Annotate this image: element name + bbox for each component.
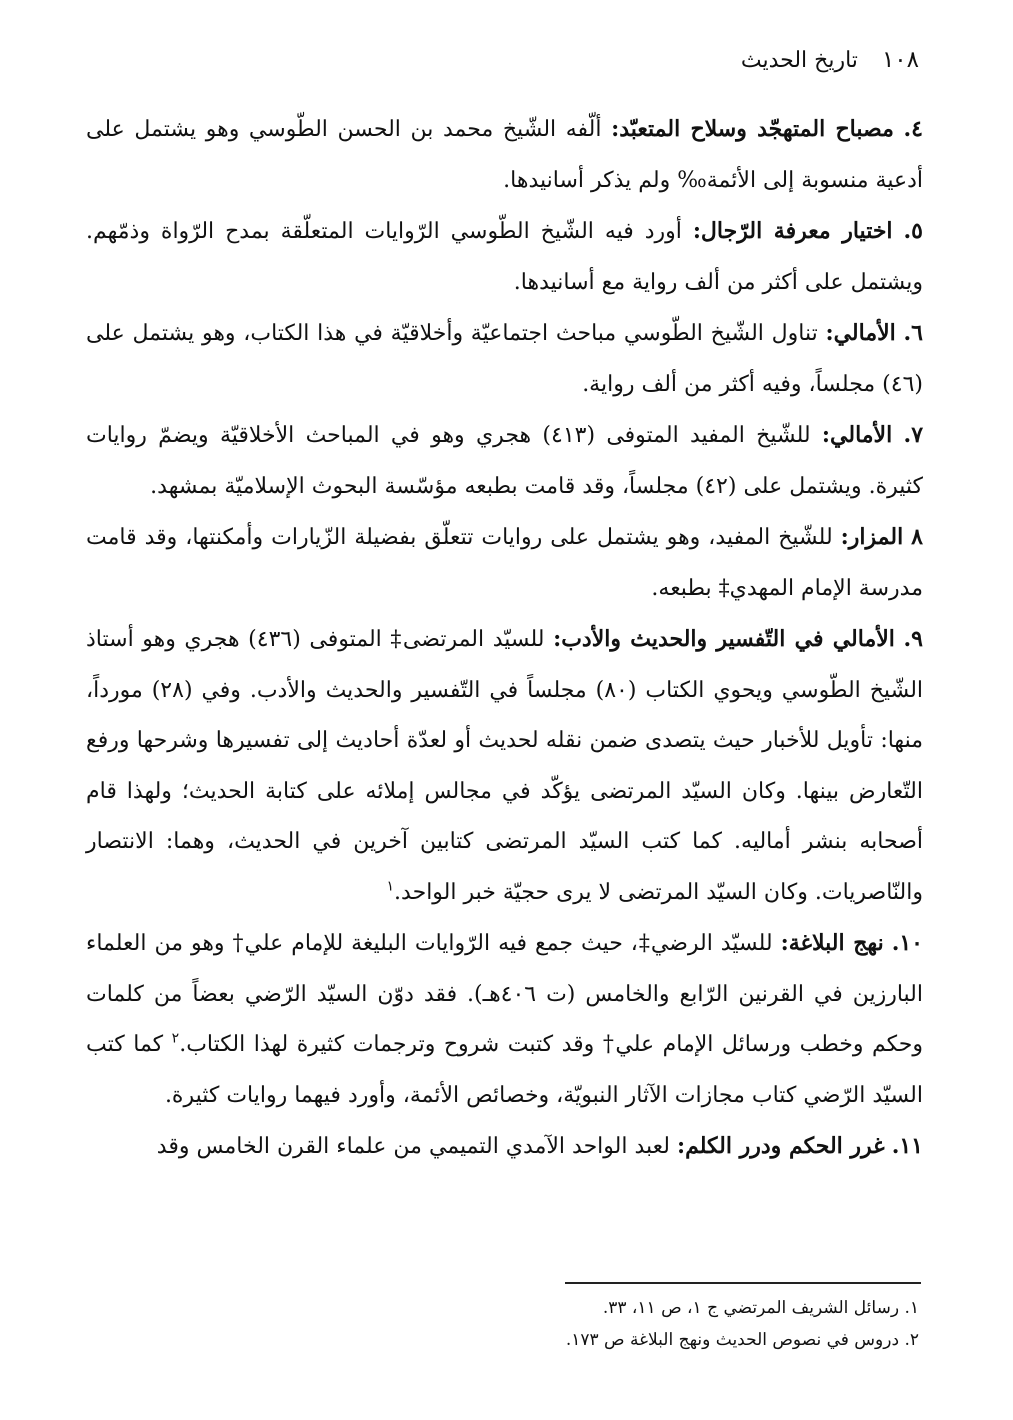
running-title: تاريخ الحديث (740, 47, 858, 73)
footnote-divider (565, 1282, 921, 1284)
entry-7 (86, 410, 923, 512)
entry-number: ٩. (903, 626, 923, 652)
entry-number: ١٠. (891, 930, 923, 956)
entry-title: اختيار معرفة الرّجال: (692, 218, 893, 244)
entry-text-continued: كما كتب السيّد الرّضي كتاب مجازات الآثار النبويّة، وخصائص الأئمة، وأورد فيهما روايات كثيرة. (86, 1032, 923, 1108)
entry-title: الأمالي: (825, 320, 896, 346)
entry-number: ١١. (891, 1133, 923, 1159)
entry-6 (86, 308, 923, 410)
footnote-ref-1[interactable]: ١ (386, 878, 395, 895)
entry-title: الأمالي: (821, 422, 893, 448)
footnote-1: ١. رسائل الشريف المرتضي ج ١، ص ١١، ٣٣. (602, 1298, 919, 1318)
entry-5 (86, 206, 923, 308)
entry-text: للسيّد المرتضى‡ المتوفى (٤٣٦) هجري وهو أستاذ الشّيخ الطّوسي ويحوي الكتاب (٨٠) مجلساً في التّفسير والحديث والأدب. وفي (٢٨) مورداً، منها: تأويل للأخبار حيث يتصدى ضمن نقله لحديث أو لعدّة أحاديث إلى تفسيرها وشرحها ورفع التّعارض بينها. وكان السيّد المرتضى يؤكّد في مجالس إملائه على كتابة الحديث؛ ولهذا قام أصحابه بنشر أماليه. كما كتب السيّد المرتضى كتابين آخرين في الحديث، وهما: الانتصار والنّاصريات. وكان السيّد المرتضى لا يرى حجيّة خبر الواحد. (86, 627, 924, 905)
entry-4 (86, 104, 923, 206)
entry-title: غرر الحكم ودرر الكلم: (676, 1133, 885, 1159)
entry-text: أورد فيه الشّيخ الطّوسي الرّوايات المتعلّقة بمدح الرّواة وذمّهم. ويشتمل على أكثر من ألف رواية مع أسانيدها. (86, 219, 923, 295)
body-text (86, 104, 923, 1173)
entry-text: لعبد الواحد الآمدي التميمي من علماء القرن الخامس وقد (156, 1134, 670, 1159)
footnote-2: ٢. دروس في نصوص الحديث ونهج البلاغة ص ١٧٣. (565, 1330, 919, 1350)
entry-number: ٧. (903, 422, 924, 448)
entry-number: ٦. (903, 320, 923, 346)
entry-text: ألّفه الشّيخ محمد بن الحسن الطّوسي وهو يشتمل على أدعية منسوبة إلى الأئمة‰ ولم يذكر أسانيدها. (86, 117, 923, 193)
entry-number: ٨ (911, 524, 923, 550)
page-number: ١٠٨ (881, 47, 919, 73)
entry-title: نهج البلاغة: (780, 930, 884, 956)
entry-title: المزار: (840, 524, 904, 550)
entry-text: للسيّد الرضي‡، حيث جمع فيه الرّوايات البليغة للإمام علي† وهو من العلماء البارزين في القرنين الرّابع والخامس (ت ٤٠٦هـ). فقد دوّن السيّد الرّضي بعضاً من كلمات وحكم وخطب ورسائل الإمام علي† وقد كتبت شروح وترجمات كثيرة لهذا الكتاب. (86, 931, 924, 1057)
entry-8 (86, 512, 923, 614)
entry-text: تناول الشّيخ الطّوسي مباحث اجتماعيّة وأخلاقيّة في هذا الكتاب، وهو يشتمل على (٤٦) مجلساً، وفيه أكثر من ألف رواية. (86, 321, 923, 397)
running-head (94, 40, 919, 80)
entry-text: للشّيخ المفيد، وهو يشتمل على روايات تتعلّق بفضيلة الزّيارات وأمكنتها، وقد قامت مدرسة الإمام المهدي‡ بطبعه. (86, 525, 923, 601)
entry-11 (86, 1121, 923, 1173)
footnotes (94, 1292, 919, 1356)
entry-number: ٤. (903, 116, 923, 142)
entry-text: للشّيخ المفيد المتوفى (٤١٣) هجري وهو في المباحث الأخلاقيّة ويضمّ روايات كثيرة. ويشتمل على (٤٢) مجلساً، وقد قامت بطبعه مؤسّسة البحوث الإسلاميّة بمشهد. (86, 423, 923, 499)
entry-number: ٥. (903, 218, 923, 244)
entry-9 (86, 614, 923, 918)
footnote-ref-2[interactable]: ٢ (171, 1030, 180, 1047)
entry-title: الأمالي في التّفسير والحديث والأدب: (553, 626, 895, 652)
entry-title: مصباح المتهجّد وسلاح المتعبّد: (611, 116, 894, 142)
entry-10 (86, 918, 923, 1121)
